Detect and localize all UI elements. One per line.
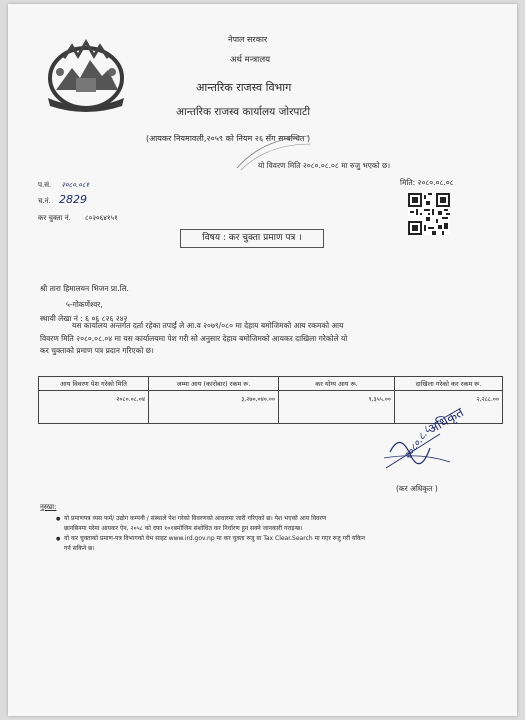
body-line: यस कार्यालय अन्तर्गत दर्ता रहेका तपाईं ले आ.व २०७९/०८० मा देहाय बमोजिमको आय रकमको आय bbox=[72, 321, 344, 330]
recipient-pan: स्थायी लेखा नं : ६ ०६ ८२६ २४२ bbox=[40, 314, 128, 323]
table-cell-taxable-income: ९,३५५.०० bbox=[279, 391, 395, 424]
ref-ps-label: प.सं. bbox=[38, 181, 52, 189]
table-header-cell: दाखिला गरेको कर रकम रू. bbox=[395, 377, 503, 391]
note-line: छानबिनमा परेमा आयकर ऐन, २०५८ को दफा १०१बमोजिम संशोधित कर निर्धारण हुन सक्ने जानकारी गराइन्छ। bbox=[64, 525, 303, 532]
recipient-name: श्री तारा हिमालयन भिजन प्रा.लि. bbox=[40, 284, 129, 293]
header-department: आन्तरिक राजस्व विभाग bbox=[196, 81, 292, 94]
ref-cn-row bbox=[38, 193, 87, 206]
ref-payer-value: ८०२०६४१५१ bbox=[85, 214, 118, 222]
body-line: विवरण मिति २०८०.०८.०४ मा यस कार्यालयमा पेश गरी सो अनुसार देहाय बमोजिमको आयकर दाखिला गरेकोले यो bbox=[40, 333, 348, 343]
nepal-emblem-icon bbox=[42, 38, 130, 116]
header-office: आन्तरिक राजस्व कार्यालय जोरपाटी bbox=[176, 106, 311, 118]
note-line: ● यो कर चुक्ताको प्रमाण-पत्र विभागको वेभ साइट www.ird.gov.np मा कर चुक्ता रुजु वा Tax Clear.Search मा गएर रुजु गरी यकिन bbox=[64, 535, 365, 542]
signature-caption: (कर अधिकृत ) bbox=[396, 484, 438, 493]
table-cell-filing-date: २०८०.०८.०४ bbox=[39, 391, 149, 424]
certificate-body bbox=[40, 320, 492, 358]
note-line: गर्न सकिने छ। bbox=[64, 545, 95, 552]
stamp-text: अधिकृत bbox=[425, 405, 467, 438]
notes-list bbox=[64, 514, 504, 554]
note-line: ● यो प्रमाणपत्र व्यस फर्म/ उद्योग कम्पनी / संस्थाले पेश गरेको विवरणको आधारमा जारी गरिएको छ। पेश भएको आय विवरण bbox=[64, 515, 327, 522]
list-item bbox=[64, 514, 504, 534]
ref-ps-row bbox=[38, 181, 89, 190]
table-header-row bbox=[39, 377, 503, 391]
table-header-cell: आय विवरण पेश गरेको मिति bbox=[39, 377, 149, 391]
header-rule-note: (आयकर नियमावली,२०५९ को नियम २६ सँग सम्बन्धित ) bbox=[146, 134, 311, 143]
handwritten-date: २०८०.८.८ bbox=[402, 424, 434, 463]
office-stamp-icon bbox=[233, 132, 313, 172]
notes-heading: नुस्खा: bbox=[40, 503, 57, 511]
list-item bbox=[64, 534, 504, 554]
filing-date-line: यो विवरण मिति २०८०.०८.०८ मा रुजु भएको छ। bbox=[258, 161, 391, 170]
header-government: नेपाल सरकार bbox=[228, 35, 268, 44]
issue-date: मिति: २०८०.०८.०८ bbox=[400, 178, 454, 187]
body-line: कर चुक्ताको प्रमाण पत्र प्रदान गरिएको छ। bbox=[40, 346, 154, 355]
ref-payer-label: कर चुक्ता नं. bbox=[38, 214, 71, 222]
document-page bbox=[8, 4, 517, 716]
table-header-cell: जम्मा आय (कारोबार) रकम रू. bbox=[149, 377, 279, 391]
table-cell-total-income: ३,२७०,०४०.०० bbox=[149, 391, 279, 424]
qr-code bbox=[408, 193, 450, 235]
table-header-cell: कर योग्य आय रू. bbox=[279, 377, 395, 391]
table-cell-tax-paid: २,२८८.०० bbox=[395, 391, 503, 424]
ref-ps-value: २०८०.०८१ bbox=[61, 181, 90, 189]
ref-cn-label: च.नं. bbox=[38, 197, 51, 205]
ref-payer-row bbox=[38, 214, 118, 223]
recipient-address: ५-गोकर्णेश्वर, bbox=[66, 300, 103, 309]
ref-cn-value: 2829 bbox=[59, 193, 88, 206]
header-ministry: अर्थ मन्त्रालय bbox=[230, 55, 271, 65]
subject-box: विषय : कर चुक्ता प्रमाण पत्र । bbox=[180, 229, 324, 248]
